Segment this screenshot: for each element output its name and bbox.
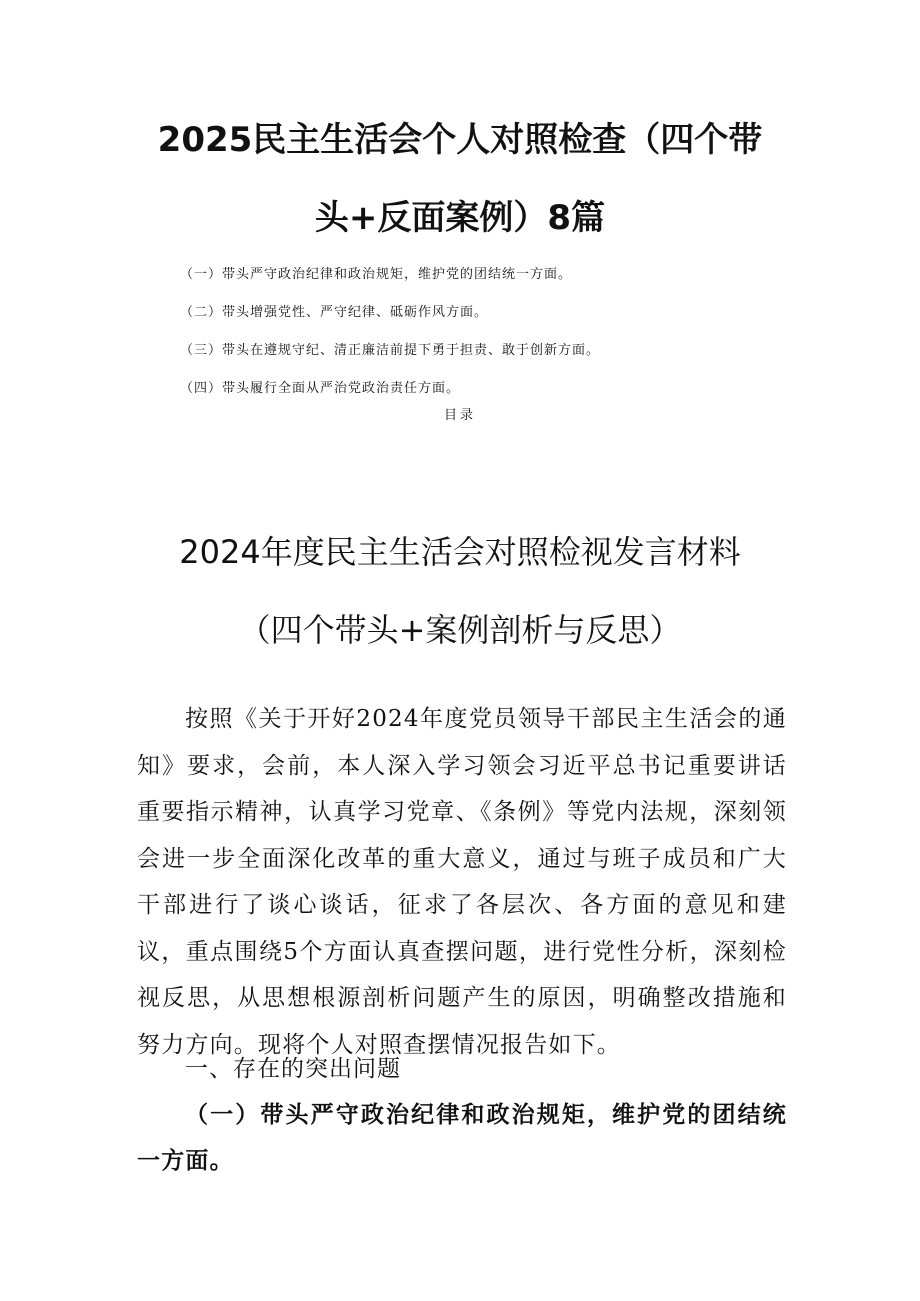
toc-item: （二）带头增强党性、严守纪律、砥砺作风方面。 xyxy=(180,305,489,320)
toc-item: （三）带头在遵规守纪、清正廉洁前提下勇于担责、敢于创新方面。 xyxy=(180,343,601,358)
body-paragraph: 按照《关于开好2024年度党员领导干部民主生活会的通知》要求，会前，本人深入学习领会习近平总书记重要讲话重要指示精神，认真学习党章、《条例》等党内法规，深刻领会进一步全面深化改革的重大意义，通过与班子成员和广大干部进行了谈心谈话，征求了各层次、各方面的意见和建议，重点围绕5个方面认真查摆问题，进行党性分析，深刻检视反思，从思想根源剖析问题产生的原因，明确整改措施和努力方向。现将个人对照查摆情况报告如下。 xyxy=(137,706,787,1058)
document-title-line-1: 2025民主生活会个人对照检查（四个带 xyxy=(157,120,763,160)
toc-item: （四）带头履行全面从严治党政治责任方面。 xyxy=(180,381,461,396)
toc-item: （一）带头严守政治纪律和政治规矩，维护党的团结统一方面。 xyxy=(180,267,573,282)
section-heading: 一、存在的突出问题 xyxy=(185,1056,401,1082)
subtitle-line-1: 2024年度民主生活会对照检视发言材料 xyxy=(179,533,741,571)
document-title-line-2: 头+反面案例）8篇 xyxy=(314,198,606,238)
toc-heading: 目录 xyxy=(443,408,476,423)
toc-list xyxy=(180,256,600,408)
subtitle-line-2: （四个带头+案例剖析与反思） xyxy=(238,611,682,649)
section-subheading: （一）带头严守政治纪律和政治规矩，维护党的团结统一方面。 xyxy=(137,1101,787,1174)
